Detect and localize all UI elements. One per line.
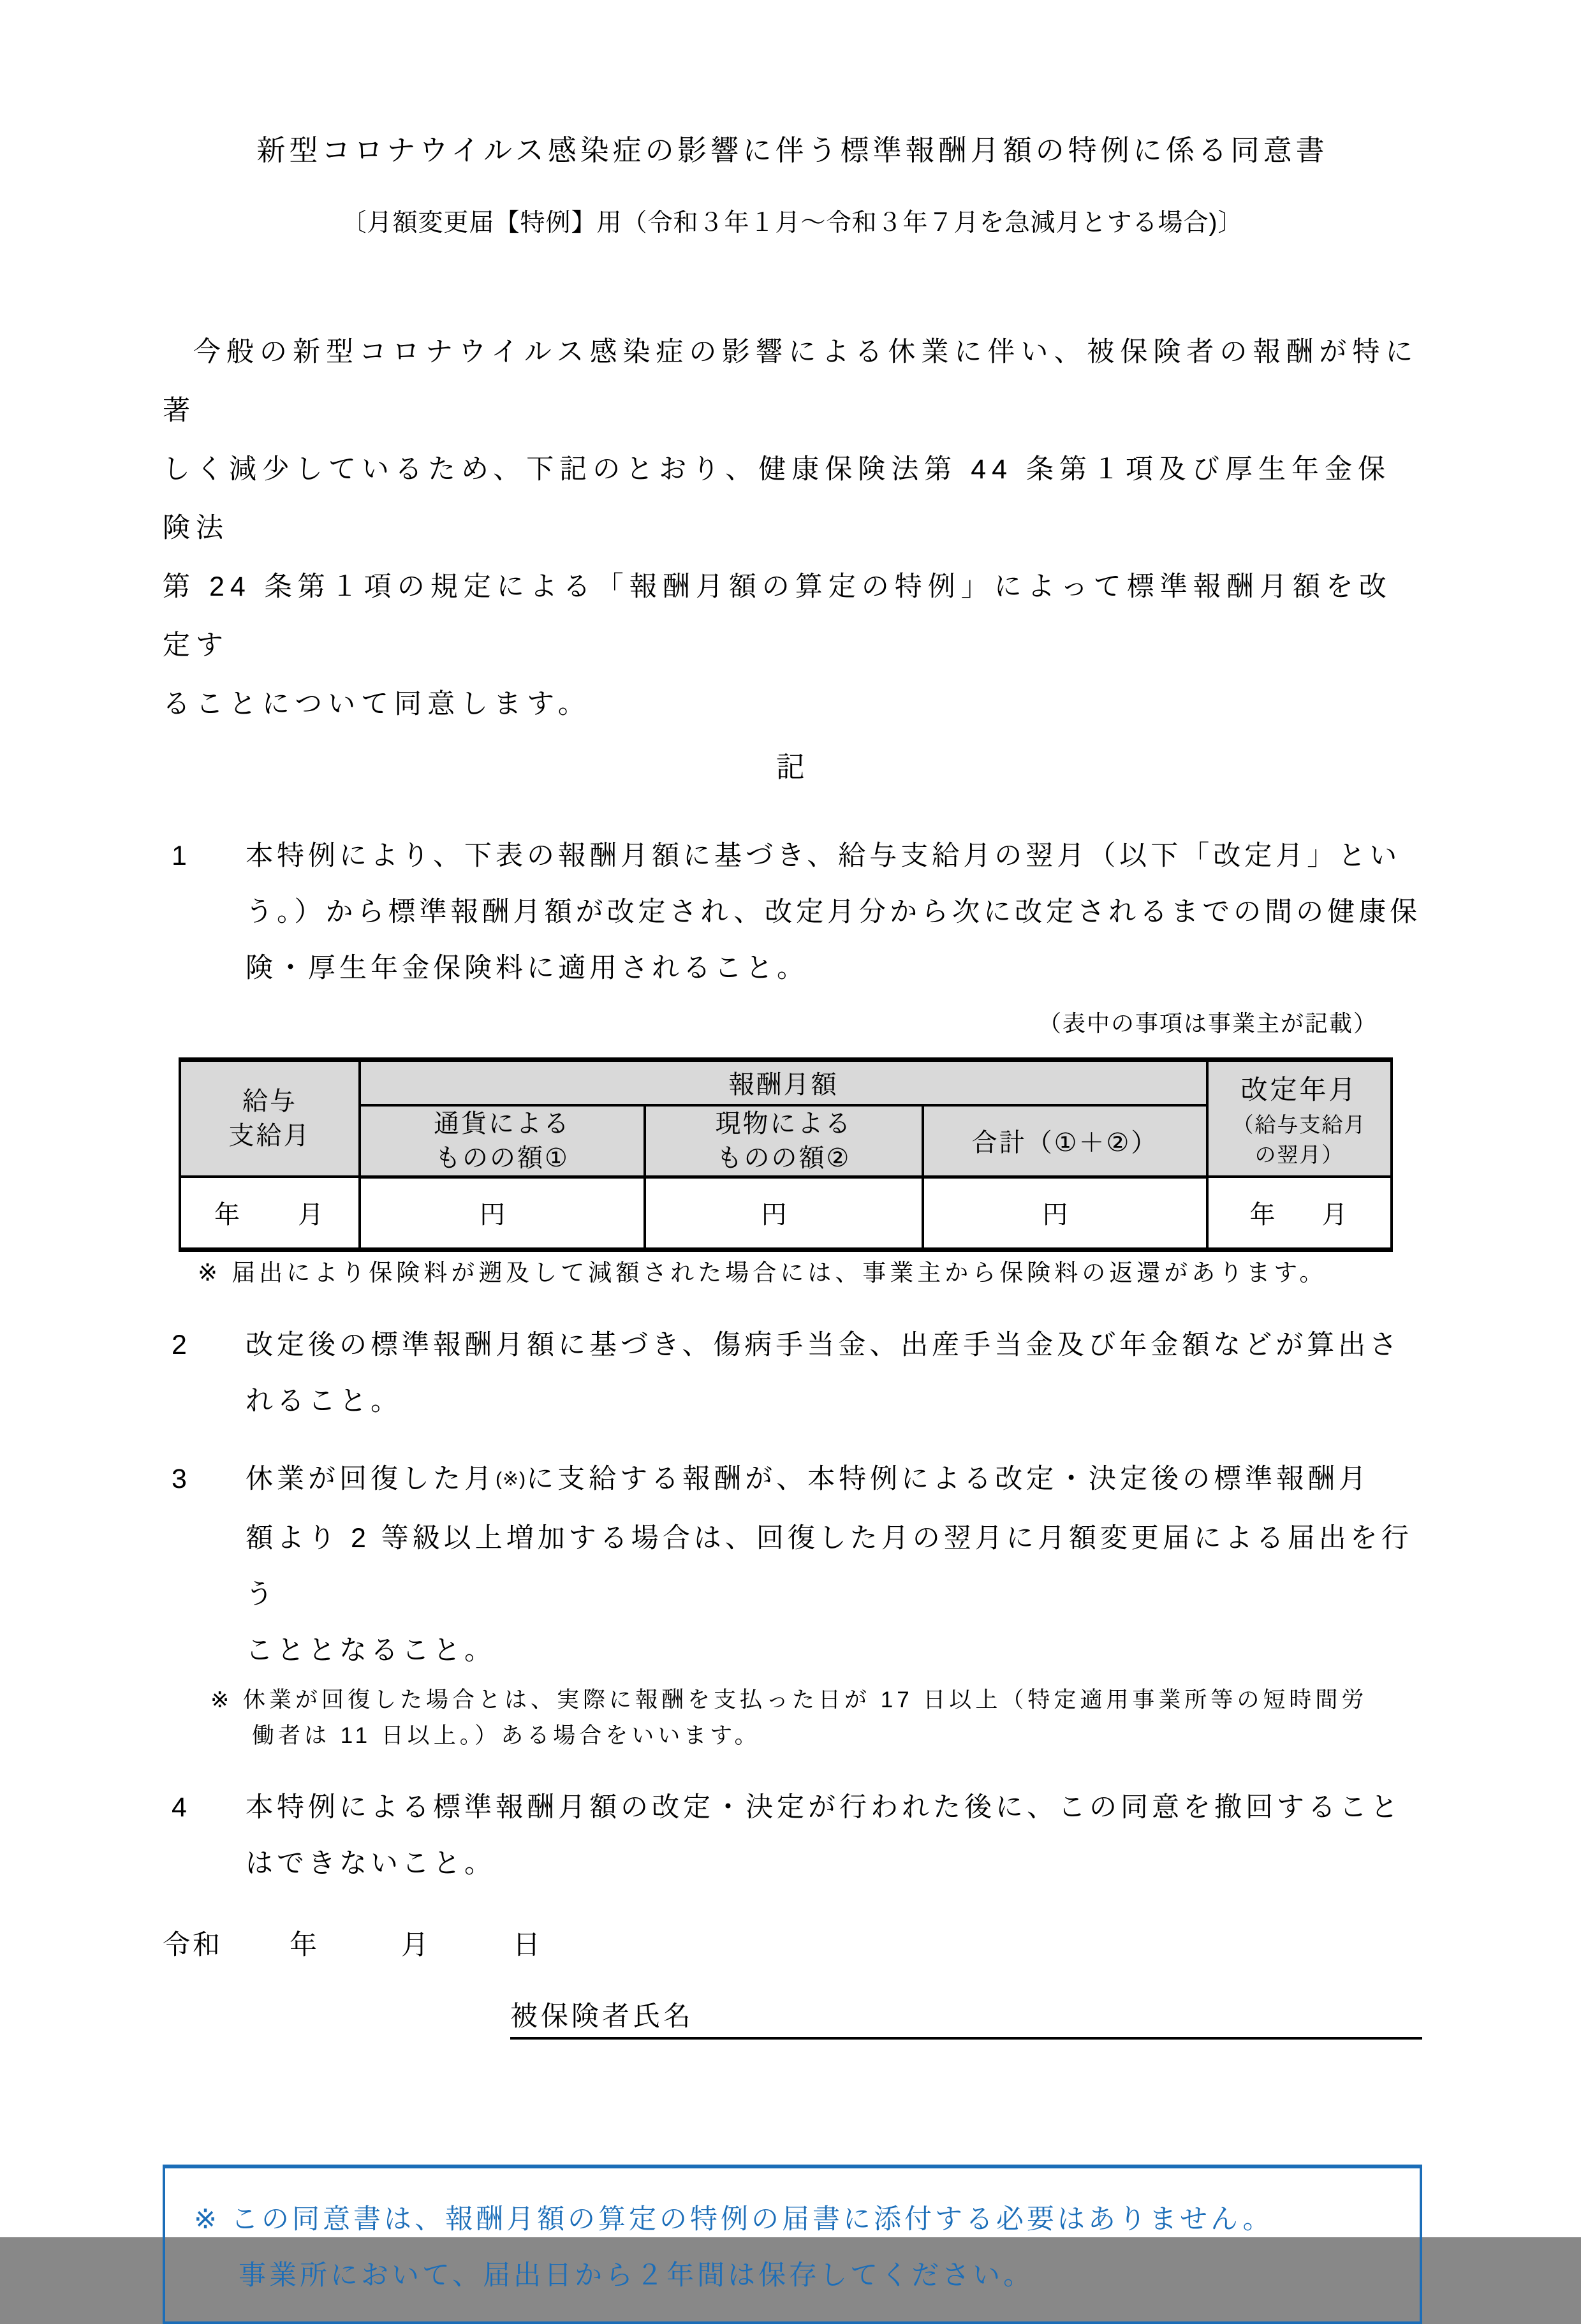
signature-label: 被保険者氏名 — [510, 2001, 694, 2032]
revision-header-sub-line: （給与支給月 — [1232, 1113, 1367, 1136]
remuneration-table — [179, 1057, 1393, 1252]
page-subtitle: 〔月額変更届【特例】用（令和３年１月～令和３年７月を急減月とする場合)〕 — [341, 209, 1244, 237]
item-line: 本特例による標準報酬月額の改定・決定が行われた後に、この同意を撤回すること — [246, 1791, 1402, 1823]
revision-month-header-cell — [1207, 1060, 1392, 1177]
item-number: 4 — [172, 1791, 191, 1823]
month-unit-label: 月 — [298, 1200, 325, 1229]
pay-month-header-line: 給与 — [242, 1087, 297, 1115]
item-line-text: 休業が回復した月 — [246, 1463, 496, 1494]
inkind-header-line: 現物による — [715, 1109, 853, 1138]
item-line: 額より 2 等級以上増加する場合は、回復した月の翌月に月額変更届による届出を行う — [246, 1522, 1413, 1610]
table-note-above: （表中の事項は事業主が記載） — [1038, 1010, 1378, 1036]
notice-line: 事業所において、届出日から２年間は保存してください。 — [239, 2260, 1034, 2291]
item-4 — [163, 1779, 1422, 1892]
item-body — [246, 828, 1422, 996]
item-3 — [163, 1451, 1422, 1679]
table-note-below: ※ 届出により保険料が遡及して減額された場合には、事業主から保険料の返還があります。 — [198, 1259, 1327, 1286]
notice-line: ※ この同意書は、報酬月額の算定の特例の届書に添付する必要はありません。 — [194, 2203, 1274, 2235]
item-number: 2 — [172, 1329, 191, 1360]
notice-box — [163, 2165, 1422, 2324]
inkind-yen-entry-cell: 円 — [645, 1177, 923, 1249]
total-header-cell: 合計（①＋②） — [923, 1105, 1207, 1177]
day-label: 日 — [513, 1929, 543, 1960]
date-line — [163, 1926, 1422, 1964]
cash-header-line: 通貨による — [434, 1109, 571, 1138]
item-line: こととなること。 — [246, 1635, 496, 1666]
item-number: 3 — [172, 1463, 191, 1494]
item-1 — [163, 828, 1422, 996]
item-line-text: に支給する報酬が、本特例による改定・決定後の標準報酬月 — [526, 1463, 1371, 1494]
item-2 — [163, 1317, 1422, 1429]
item-line: れること。 — [246, 1385, 402, 1416]
footnote-line: ※ 休業が回復した場合とは、実際に報酬を支払った日が 17 日以上（特定適用事業所等の短時間労 — [210, 1687, 1368, 1712]
revision-header-sub-line: の翌月） — [1254, 1143, 1344, 1166]
pay-month-entry-cell — [180, 1177, 360, 1249]
item-body — [246, 1317, 1422, 1429]
month-unit-label: 月 — [1321, 1200, 1349, 1229]
cash-header-line: ものの額① — [435, 1144, 570, 1172]
pay-month-header-line: 支給月 — [228, 1122, 311, 1150]
intro-paragraph — [163, 323, 1422, 733]
item-line — [246, 1451, 1422, 1510]
item-body — [246, 1779, 1422, 1892]
intro-line: 今般の新型コロナウイルス感染症の影響による休業に伴い、被保険者の報酬が特に著 — [163, 337, 1419, 426]
reference-mark: (※) — [496, 1468, 527, 1490]
item-line: 改定後の標準報酬月額に基づき、傷病手当金、出産手当金及び年金額などが算出さ — [246, 1329, 1401, 1360]
inkind-amount-header-cell — [645, 1105, 923, 1177]
item-line: はできないこと。 — [246, 1848, 496, 1879]
era-label: 令和 — [163, 1929, 223, 1960]
remuneration-header-cell: 報酬月額 — [360, 1060, 1207, 1105]
item-number: 1 — [172, 841, 191, 871]
ki-heading: 記 — [776, 751, 809, 783]
signature-line — [510, 2000, 1422, 2040]
footnote-line: 働者は 11 日以上。）ある場合をいいます。 — [252, 1723, 761, 1748]
year-unit-label: 年 — [1249, 1200, 1277, 1229]
intro-line: 第 24 条第１項の規定による「報酬月額の算定の特例」によって標準報酬月額を改定す — [163, 571, 1392, 661]
year-unit-label: 年 — [214, 1200, 242, 1229]
item-body — [246, 1451, 1422, 1679]
total-yen-entry-cell: 円 — [923, 1177, 1207, 1249]
revision-header-main: 改定年月 — [1240, 1075, 1358, 1105]
revision-month-entry-cell — [1207, 1177, 1392, 1249]
pay-month-header-cell — [180, 1060, 360, 1177]
intro-line: しく減少しているため、下記のとおり、健康保険法第 44 条第１項及び厚生年金保険法 — [163, 454, 1392, 543]
item-3-footnote — [163, 1682, 1422, 1754]
page-title: 新型コロナウイルス感染症の影響に伴う標準報酬月額の特例に係る同意書 — [256, 134, 1328, 166]
cash-amount-header-cell — [360, 1105, 645, 1177]
cash-yen-entry-cell: 円 — [360, 1177, 645, 1249]
item-line: 険・厚生年金保険料に適用されること。 — [246, 953, 808, 983]
inkind-header-line: ものの額② — [716, 1144, 851, 1172]
intro-line: ることについて同意します。 — [163, 689, 591, 719]
item-line: う。）から標準報酬月額が改定され、改定月分から次に改定されるまでの間の健康保 — [246, 897, 1422, 927]
item-line: 本特例により、下表の報酬月額に基づき、給与支給月の翌月（以下「改定月」とい — [246, 841, 1401, 871]
month-label: 月 — [401, 1929, 431, 1960]
year-label: 年 — [290, 1929, 320, 1960]
